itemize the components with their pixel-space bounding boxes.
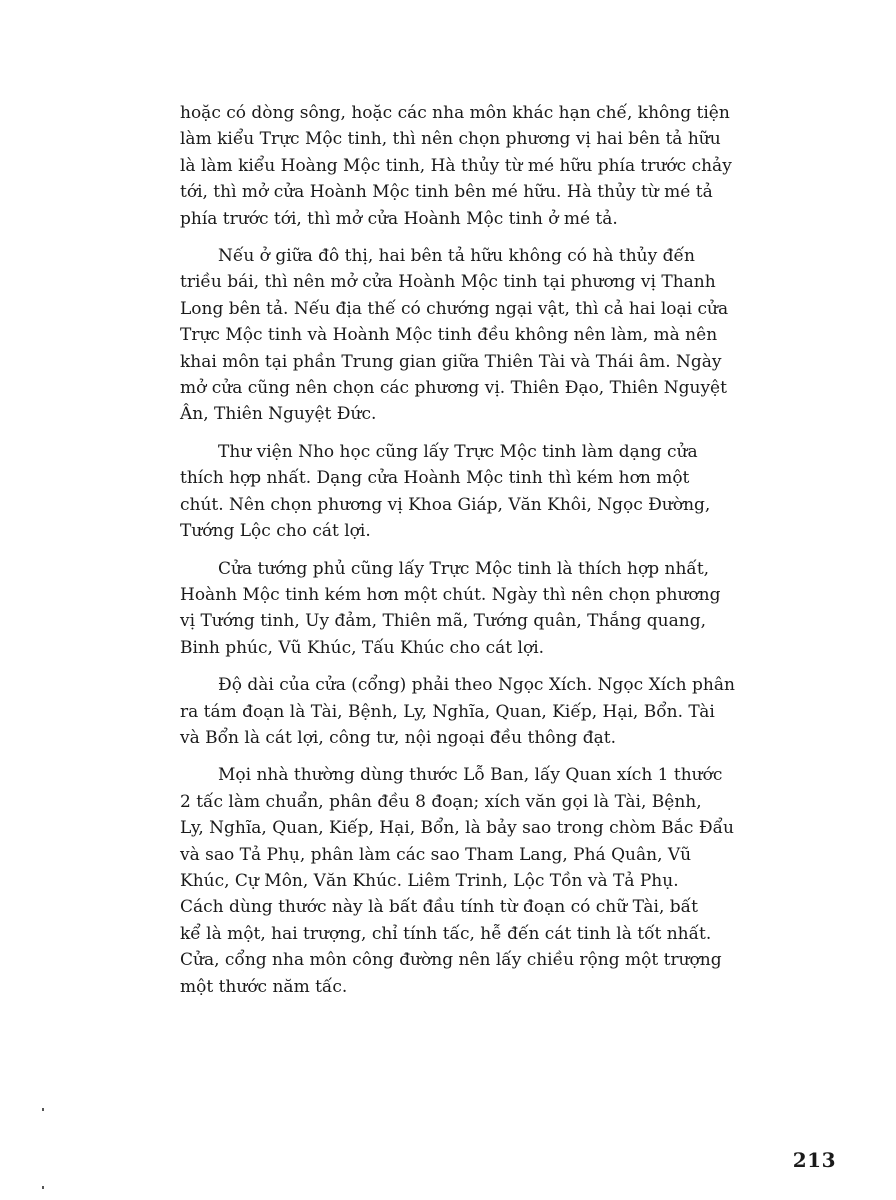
text-line: Trực Mộc tinh và Hoành Mộc tinh đều không nên làm, mà nên xyxy=(180,325,718,346)
text-line: Cửa, cổng nha môn công đường nên lấy chiều rộng một trượng xyxy=(180,950,722,971)
paragraph-4 xyxy=(180,556,830,662)
text-line: và Bổn là cát lợi, công tư, nội ngoại đều thông đạt. xyxy=(180,727,617,748)
text-line: Khúc, Cự Môn, Văn Khúc. Liêm Trinh, Lộc Tồn và Tả Phụ. xyxy=(180,870,679,891)
text-line: phía trước tới, thì mở cửa Hoành Mộc tinh ở mé tả. xyxy=(180,208,618,229)
scan-speck xyxy=(42,1108,44,1111)
text-line: Ly, Nghĩa, Quan, Kiếp, Hại, Bổn, là bảy sao trong chòm Bắc Đẩu xyxy=(180,818,734,839)
text-line: tới, thì mở cửa Hoành Mộc tinh bên mé hữu. Hà thủy từ mé tả xyxy=(180,182,713,203)
text-line: Long bên tả. Nếu địa thế có chướng ngại vật, thì cả hai loại cửa xyxy=(180,298,729,319)
text-line: kể là một, hai trượng, chỉ tính tấc, hễ đến cát tinh là tốt nhất. xyxy=(180,923,712,944)
page-number: 213 xyxy=(792,1148,836,1172)
paragraph-2 xyxy=(180,243,830,428)
text-line: vị Tướng tinh, Uy đảm, Thiên mã, Tướng quân, Thắng quang, xyxy=(180,611,706,632)
paragraph-5 xyxy=(180,672,830,751)
scan-speck xyxy=(42,1186,44,1189)
text-line: một thước năm tấc. xyxy=(180,976,348,997)
text-line: hoặc có dòng sông, hoặc các nha môn khác hạn chế, không tiện xyxy=(180,103,730,123)
text-line: mở cửa cũng nên chọn các phương vị. Thiên Đạo, Thiên Nguyệt xyxy=(180,378,727,399)
text-line: Nếu ở giữa đô thị, hai bên tả hữu không có hà thủy đến xyxy=(218,246,695,267)
text-line: và sao Tả Phụ, phân làm các sao Tham Lang, Phá Quân, Vũ xyxy=(180,844,692,865)
body-text xyxy=(180,100,830,1011)
text-line: Cửa tướng phủ cũng lấy Trực Mộc tinh là thích hợp nhất, xyxy=(218,558,710,579)
paragraph-3 xyxy=(180,439,830,545)
text-line: là làm kiểu Hoàng Mộc tinh, Hà thủy từ mé hữu phía trước chảy xyxy=(180,155,732,176)
text-line: Tướng Lộc cho cát lợi. xyxy=(180,521,371,542)
text-line: Mọi nhà thường dùng thước Lỗ Ban, lấy Quan xích 1 thước xyxy=(218,765,723,786)
text-line: 2 tấc làm chuẩn, phân đều 8 đoạn; xích văn gọi là Tài, Bệnh, xyxy=(180,791,702,812)
paragraph-1 xyxy=(180,100,830,232)
text-line: triều bái, thì nên mở cửa Hoành Mộc tinh tại phương vị Thanh xyxy=(180,272,716,293)
text-line: Hoành Mộc tinh kém hơn một chút. Ngày thì nên chọn phương xyxy=(180,584,721,605)
text-line: chút. Nên chọn phương vị Khoa Giáp, Văn Khôi, Ngọc Đường, xyxy=(180,494,711,515)
paragraph-6 xyxy=(180,762,830,1000)
text-line: Cách dùng thước này là bất đầu tính từ đoạn có chữ Tài, bất xyxy=(180,897,698,918)
text-line: ra tám đoạn là Tài, Bệnh, Ly, Nghĩa, Quan, Kiếp, Hại, Bổn. Tài xyxy=(180,701,715,722)
text-line: khai môn tại phần Trung gian giữa Thiên Tài và Thái âm. Ngày xyxy=(180,351,722,372)
text-line: Ân, Thiên Nguyệt Đức. xyxy=(180,404,377,425)
text-line: thích hợp nhất. Dạng cửa Hoành Mộc tinh thì kém hơn một xyxy=(180,468,690,489)
text-line: Binh phúc, Vũ Khúc, Tấu Khúc cho cát lợi. xyxy=(180,637,545,658)
text-line: làm kiểu Trực Mộc tinh, thì nên chọn phương vị hai bên tả hữu xyxy=(180,129,721,150)
text-line: Độ dài của cửa (cổng) phải theo Ngọc Xích. Ngọc Xích phân xyxy=(218,675,735,696)
text-line: Thư viện Nho học cũng lấy Trực Mộc tinh làm dạng cửa xyxy=(218,441,698,462)
